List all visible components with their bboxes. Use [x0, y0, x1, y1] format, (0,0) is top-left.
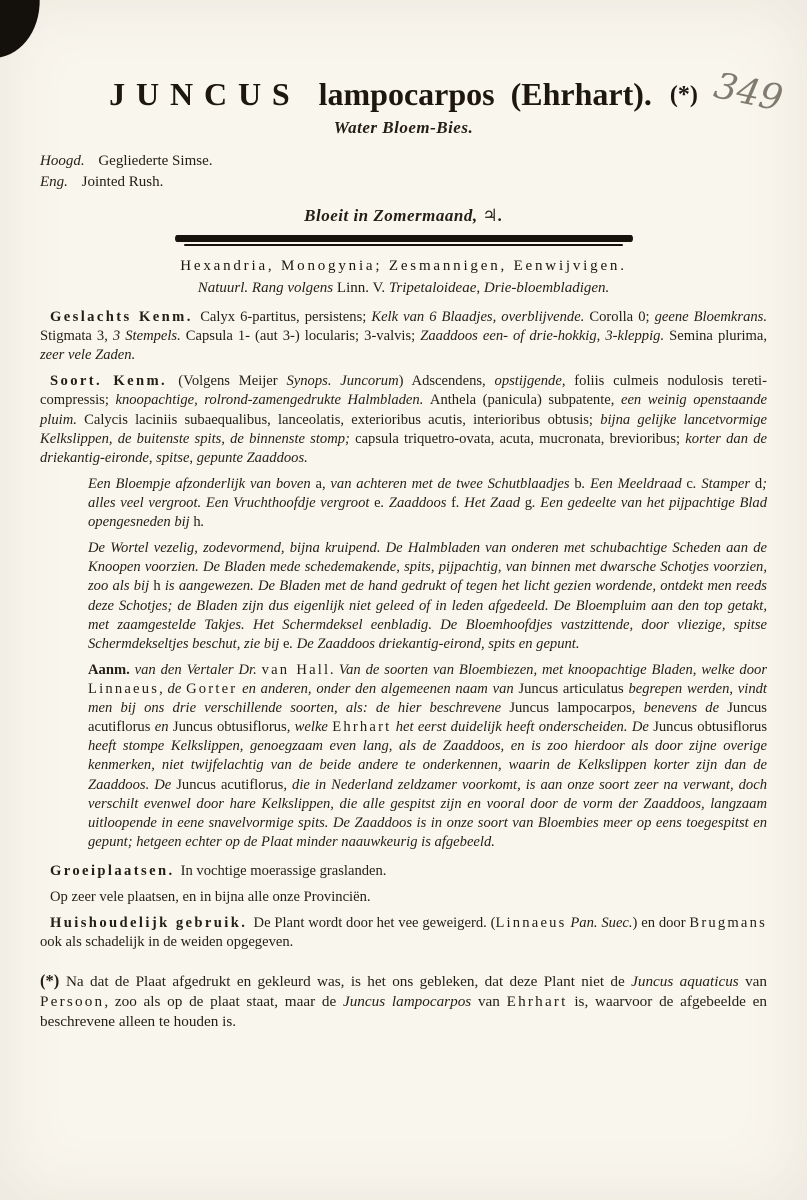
paragraph-figure-legend: Een Bloempje afzonderlijk van boven a, van achteren met de twee Schutblaadjes b. Een Meeldraad c. Stamper d; alles veel vergroot. Een Vruchthoofdje vergroot e. Zaaddoos f. Het Zaad g. Een gedeelte van het pijpachtige Blad opengesneden bij h.: [88, 475, 768, 531]
paragraph-occurrence: Op zeer vele plaatsen, en in bijna alle onze Provinciën.: [50, 889, 371, 906]
section-divider-rule: [175, 235, 633, 246]
linnaean-class-line: Hexandria, Monogynia; Zesmannigen, Eenwijvigen.: [180, 258, 627, 274]
paragraph-soort-kenmerken: Soort. Kenm. (Volgens Meijer Synops. Juncorum) Adscendens, opstijgende, foliis culmeis nodulosis tereti-compressis; knoopachtige, rolrond-zamengedrukte Halmbladen. Anthela (panicula) subpatente, een weinig openstaande pluim. Calycis laciniis subaequalibus, lanceolatis, exterioribus acutis, interioribus obtusis; bijna gelijke lancetvormige Kelkslippen, de buitenste spits, de binnenste stomp; capsula triquetro-ovata, acuta, mucronata, brevioribus; korter dan de driekantig-eironde, spitse, gepunte Zaaddoos.: [40, 373, 768, 466]
paragraph-translator-note: Aanm. van den Vertaler Dr. van Hall. Van de soorten van Bloembiezen, met knoopachtige Bladen, welke door Linnaeus, de Gorter en anderen, onder den algemeenen naam van Juncus articulatus begrepen werden, vindt men bij ons drie verschillende soorten, als: de hier beschrevene Juncus lampocarpos, benevens de Juncus acutiflorus en Juncus obtusiflorus, welke Ehrhart het eerst duidelijk heeft onderscheiden. De Juncus obtusiflorus heeft stompe Kelkslippen, genoegzaam even lang, als de Zaaddoos, en is zoo hierdoor als door zijne overige kenmerken, niet twijfelachtig van de beide andere te onderkennen, waarin de Kelkslippen korter zijn dan de Zaaddoos. De Juncus acutiflorus, die in Nederland zeldzamer voorkomt, is aan onze soort zeer na verwant, doch verschilt evenwel door hare Kelkslippen, die alle gespitst zijn en vooral door de vorm der Zaaddoos, langzaam uitloopende in eene snavelvormige spits. De Zaaddoos is in onze soort van Bloembies meer op eens toegespitst en gepunt; hetgeen echter op de Plaat minder naauwkeurig is afgebeeld.: [88, 661, 768, 850]
species-title: [40, 76, 767, 113]
author-citation: (Ehrhart).: [510, 76, 652, 112]
species-epithet: lampocarpos: [318, 76, 495, 112]
paragraph-description: De Wortel vezelig, zodevormend, bijna kruipend. De Halmbladen van onderen met schubachtige Scheden aan de Knoopen voorzien. De Bladen mede schedemakende, spits, pijpachtig, van binnen met dwarsche Schotjes voorzien, zoo als bij h is aangewezen. De Bladen met de hand gedrukt of tegen het licht gezien wordende, ontdekt men reeds deze Schotjes; de Bladen zijn dus eigenlijk niet geleed of in leden afgedeeld. De Bloempluim aan den top getakt, met zaamgestelde Takjes. Het Schermdeksel eenbladig. De Bloemhoofdjes vastzittende, door vliezige, spitse Schermdekseltjes beschut, zie bij e. De Zaaddoos driekantig-eirond, spits en gepunt.: [88, 540, 767, 652]
divider-thick-bar: [175, 235, 633, 242]
vernacular-german-label: Hoogd.: [40, 153, 85, 169]
handwritten-page-number: 349: [710, 65, 787, 120]
vernacular-names: [40, 151, 767, 193]
scan-artifact-corner: [0, 0, 45, 59]
paragraph-huishoudelijk-gebruik: Huishoudelijk gebruik. De Plant wordt door het vee geweigerd. (Linnaeus Pan. Suec.) en door Brugmans ook als schadelijk in de weiden opgegeven.: [40, 915, 767, 951]
natural-rank-line: Natuurl. Rang volgens Linn. V. Tripetaloideae, Drie-bloembladigen.: [197, 280, 610, 296]
paragraph-groeiplaatsen: Groeiplaatsen. In vochtige moerassige graslanden.: [50, 862, 387, 879]
body-text: [40, 308, 767, 1032]
footnote-mark: (*): [669, 82, 698, 108]
paragraph-geslachts-kenmerken: Geslachts Kenm. Calyx 6-partitus, persistens; Kelk van 6 Blaadjes, overblijvende. Corolla 0; geene Bloemkrans. Stigmata 3, 3 Stempels. Capsula 1- (aut 3-) locularis; 3-valvis; Zaaddoos een- of drie-hokkig, 3-kleppig. Semina plurima, zeer vele Zaden.: [40, 309, 767, 364]
vernacular-german-text: Gegliederte Simse.: [98, 153, 213, 169]
vernacular-german-row: [40, 151, 767, 172]
paragraph-footnote: (*) Na dat de Plaat afgedrukt en gekleurd was, is het ons gebleken, dat deze Plant niet de Juncus aquaticus van Persoon, zoo als op de plaat staat, maar de Juncus lampocarpos van Ehrhart is, waarvoor de afgebeelde en beschrevene alleen te houden is.: [40, 971, 768, 1031]
bloom-time-line: Bloeit in Zomermaand, ♃.: [304, 206, 503, 225]
page-content: [0, 76, 807, 1032]
divider-thin-bar: [184, 244, 624, 246]
dutch-common-name: Water Bloem-Bies.: [333, 118, 474, 137]
vernacular-english-text: Jointed Rush.: [81, 174, 164, 190]
vernacular-english-row: [40, 172, 767, 193]
vernacular-english-label: Eng.: [40, 174, 68, 190]
genus-name: JUNCUS: [109, 76, 301, 112]
